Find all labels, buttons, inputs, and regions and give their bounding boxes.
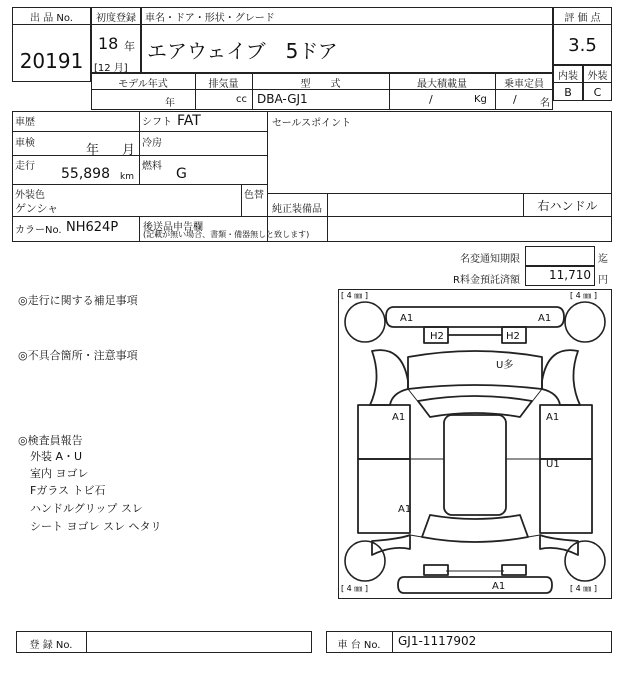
tire-depth-label: [ 4 ㎜ ] (570, 291, 597, 300)
right-rear-door (540, 459, 592, 533)
type-label: 型 式 (300, 79, 341, 90)
color-no-value: NH624P (66, 220, 119, 235)
capacity-value: / (513, 93, 517, 106)
max-load-value: / (429, 93, 433, 106)
car-name-label: 車名・ドア・形状・グレード (145, 13, 275, 24)
color-no-label: カラーNo. (15, 225, 62, 236)
rear-bumper-outline (398, 577, 552, 593)
tire-depth-label: [ 4 ㎜ ] (341, 291, 368, 300)
inspection-label: 車検 (15, 138, 35, 149)
score-label: 評 価 点 (564, 13, 601, 24)
wheel-front-left-icon (345, 302, 385, 342)
type-value: DBA-GJ1 (257, 92, 308, 106)
genuine-equipment-label: 純正装備品 (272, 204, 322, 215)
first-reg-month: [12 月] (94, 63, 128, 74)
max-load-unit: Kg (474, 94, 487, 105)
tail-lamp-right-outline (502, 565, 526, 575)
divider (86, 631, 87, 653)
exterior-color-label: 外装色 (15, 190, 45, 201)
damage-mark: U多 (496, 360, 514, 371)
tire-depth-label: [ 4 ㎜ ] (341, 584, 368, 593)
lot-no-value: 20191 (19, 49, 84, 73)
capacity-unit: 名 (540, 98, 550, 109)
mileage-label: 走行 (15, 161, 35, 172)
damage-mark: A1 (392, 412, 406, 423)
rear-glass-outline (422, 515, 528, 542)
first-reg-year: 18 (98, 34, 119, 53)
divider (327, 193, 328, 242)
damage-mark: H2 (430, 331, 444, 342)
roof-outline (444, 415, 506, 515)
divider (241, 184, 242, 216)
wheel-front-right-icon (565, 302, 605, 342)
divider (267, 216, 612, 217)
documents-label: 後送品申告欄 (143, 222, 203, 233)
shift-label: シフト (142, 117, 172, 128)
inspector-line: 室内 ヨゴレ (30, 467, 89, 480)
displacement-unit: cc (236, 94, 247, 105)
lot-no-label: 出 品 No. (30, 13, 73, 24)
damage-mark: A1 (546, 412, 560, 423)
wheel-rear-right-icon (565, 541, 605, 581)
inspection-month-unit: 月 (122, 143, 136, 158)
exterior-label: 外装 (587, 71, 608, 82)
interior-label: 内装 (558, 71, 578, 82)
mileage-value: 55,898 (61, 166, 110, 182)
divider (139, 111, 140, 184)
fuel-label: 燃料 (142, 161, 162, 172)
name-change-label: 名変通知期限 (460, 254, 520, 265)
name-change-unit: 迄 (598, 254, 608, 265)
displacement-label: 排気量 (208, 79, 239, 90)
divider (267, 193, 612, 194)
divider (267, 111, 268, 242)
divider (392, 631, 393, 653)
year-unit: 年 (124, 40, 135, 53)
inspection-year-unit: 年 (86, 143, 100, 158)
left-rear-door (358, 459, 410, 533)
damage-mark: A1 (492, 581, 506, 592)
score-value: 3.5 (568, 35, 597, 56)
recycle-label: R料金預託済額 (453, 275, 520, 286)
documents-note: (記載が無い場合、書類・備器無しと致します) (143, 230, 310, 239)
model-year-label: モデル年式 (118, 79, 168, 90)
divider (553, 24, 612, 25)
mileage-unit: km (120, 172, 134, 182)
name-change-box (525, 246, 595, 266)
exterior-color-value: ゲンシャ (15, 202, 59, 215)
chassis-label: 車 台 No. (337, 640, 381, 651)
car-name: エアウェイブ 5ドア (147, 39, 338, 63)
sales-points-label: セールスポイント (272, 118, 352, 129)
tail-lamp-left-outline (424, 565, 448, 575)
registration-label: 登 録 No. (29, 640, 73, 651)
inspector-line: シート ヨゴレ スレ ヘタリ (30, 520, 162, 533)
fuel-value: G (176, 166, 187, 182)
history-label: 車歴 (15, 117, 35, 128)
shift-value: FAT (177, 113, 201, 129)
divider (91, 24, 141, 25)
first-reg-label: 初度登録 (96, 13, 136, 24)
divider (141, 24, 553, 25)
model-year-unit: 年 (165, 98, 175, 109)
windscreen-outline (418, 396, 532, 417)
front-fender-right (542, 350, 580, 405)
defects-label: ◎不具合箇所・注意事項 (18, 349, 138, 362)
tire-depth-label: [ 4 ㎜ ] (570, 584, 597, 593)
capacity-label: 乗車定員 (504, 79, 544, 90)
front-fender-left (370, 350, 408, 405)
damage-mark: A1 (398, 504, 412, 515)
recycle-value: 11,710 (549, 268, 591, 282)
damage-mark: H2 (506, 331, 520, 342)
damage-mark: A1 (400, 313, 414, 324)
hood-outline (408, 351, 542, 389)
divider (553, 82, 612, 83)
inspector-report-label: ◎検査員報告 (18, 434, 83, 447)
inspector-line: 外装 A・U (30, 450, 83, 463)
damage-mark: A1 (538, 313, 552, 324)
wheel-rear-left-icon (345, 541, 385, 581)
driving-remarks-label: ◎走行に関する補足事項 (18, 294, 138, 307)
steering-value: 右ハンドル (537, 199, 598, 213)
exterior-grade: C (593, 86, 602, 99)
divider (12, 131, 267, 132)
damage-mark: U1 (546, 459, 560, 470)
max-load-label: 最大積載量 (417, 79, 467, 90)
divider (12, 155, 267, 156)
interior-grade: B (564, 86, 572, 99)
recycle-unit: 円 (598, 275, 608, 286)
divider (12, 184, 267, 185)
divider (139, 216, 140, 242)
divider (12, 24, 91, 25)
ac-label: 冷房 (142, 138, 162, 149)
color-change-label: 色替 (244, 190, 264, 201)
inspector-line: ハンドルグリップ スレ (30, 502, 143, 515)
chassis-value: GJ1-1117902 (398, 634, 477, 648)
car-condition-diagram (338, 289, 612, 599)
inspector-line: Fガラス トビ石 (30, 484, 106, 497)
